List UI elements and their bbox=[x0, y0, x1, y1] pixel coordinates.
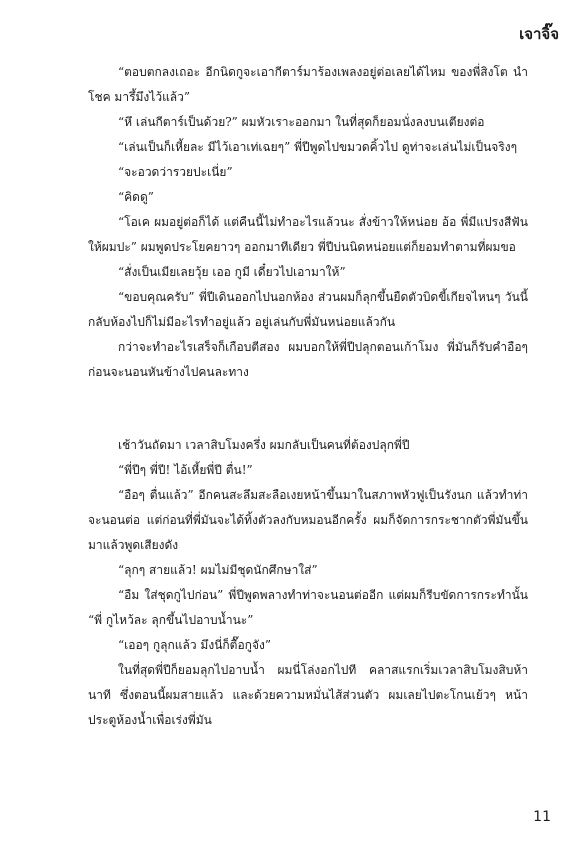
paragraph: “ลุกๆ สายแล้ว! ผมไม่มีชุดนักศึกษาใส่” bbox=[118, 563, 318, 577]
paragraph: “สั่งเป็นเมียเลยวุ้ย เออ กูมี เดี๋ยวไปเอามาให้” bbox=[118, 265, 346, 279]
running-header: เจาจิ๊จ bbox=[519, 25, 559, 43]
paragraph: “เออๆ กูลุกแล้ว มึงนี่ก็ตื๊อกูจัง” bbox=[118, 638, 271, 652]
paragraph: “จะอวดว่ารวยปะเนี่ย” bbox=[118, 165, 233, 179]
paragraph: กว่าจะทำอะไรเสร็จก็เกือบตีสอง ผมบอกให้พี่ปีปลุกตอนเก้าโมง พี่มันก็รับคำอือๆ ก่อนจะนอนหันข้างไปคนละทาง bbox=[88, 340, 528, 379]
paragraph: “อืม ใส่ชุดกูไปก่อน” พี่ปีพูดพลางทำท่าจะนอนต่ออีก แต่ผมก็รีบขัดการกระทำนั้น “พี่ กูไหว้ละ ลุกขึ้นไปอาบน้ำนะ” bbox=[88, 588, 528, 627]
page-body bbox=[88, 60, 528, 733]
paragraph: “โอเค ผมอยู่ต่อก็ได้ แต่คืนนี้ไม่ทำอะไรแล้วนะ สั่งข้าวให้หน่อย อ้อ พี่มีแปรงสีฟันให้ผมปะ” ผมพูดประโยคยาวๆ ออกมาทีเดียว พี่ปีบ่นนิดหน่อยแต่ก็ยอมทำตามที่ผมขอ bbox=[88, 215, 528, 254]
paragraph: ในที่สุดพี่ปีก็ยอมลุกไปอาบน้ำ ผมนี่โล่งอกไปที คลาสแรกเริ่มเวลาสิบโมงสิบห้านาที ซึ่งตอนนี้ผมสายแล้ว และด้วยความหมั่นไส้ส่วนตัว ผมเลยไปตะโกนเย้วๆ หน้าประตูห้องน้ำเพื่อเร่งพี่มัน bbox=[88, 663, 528, 727]
paragraph: “พี่ปีๆ พี่ปี! ไอ้เหี้ยพี่ปี ตื่น!” bbox=[118, 463, 253, 477]
paragraph: “ขอบคุณครับ” พี่ปีเดินออกไปนอกห้อง ส่วนผมก็ลุกขึ้นยืดตัวบิดขี้เกียจไหนๆ วันนี้กลับห้องไปก็ไม่มีอะไรทำอยู่แล้ว อยู่เล่นกับพี่มันหน่อยแล้วกัน bbox=[88, 290, 528, 329]
paragraph: “ตอบตกลงเถอะ อีกนิดกูจะเอากีตาร์มาร้องเพลงอยู่ต่อเลยได้ไหม ของพี่สิงโต นำโชค มารึ้มึงไว้แล้ว” bbox=[88, 65, 528, 104]
paragraph: “เล่นเป็นก็เหี้ยละ มีไว้เอาเท่เฉยๆ” พี่ปีพูดไปขมวดคิ้วไป ดูท่าจะเล่นไม่เป็นจริงๆ bbox=[118, 140, 518, 154]
paragraph: “อือๆ ตื่นแล้ว” อีกคนสะลึมสะลือเงยหน้าขึ้นมาในสภาพหัวฟูเป็นรังนก แล้วทำท่าจะนอนต่อ แต่ก่อนที่พี่มันจะได้ทิ้งตัวลงกับหมอนอีกครั้ง ผมก็จัดการกระชากตัวพี่มันขึ้นมาแล้วพูดเสียงดัง bbox=[88, 488, 528, 552]
paragraph: “คิดดู” bbox=[118, 190, 154, 204]
page-number: 11 bbox=[533, 809, 551, 825]
scene-break bbox=[88, 385, 528, 433]
paragraph: เช้าวันถัดมา เวลาสิบโมงครึ่ง ผมกลับเป็นคนที่ต้องปลุกพี่ปี bbox=[118, 438, 410, 452]
paragraph: “หึ เล่นกีตาร์เป็นด้วย?” ผมหัวเราะออกมา ในที่สุดก็ยอมนั่งลงบนเตียงต่อ bbox=[118, 115, 485, 129]
